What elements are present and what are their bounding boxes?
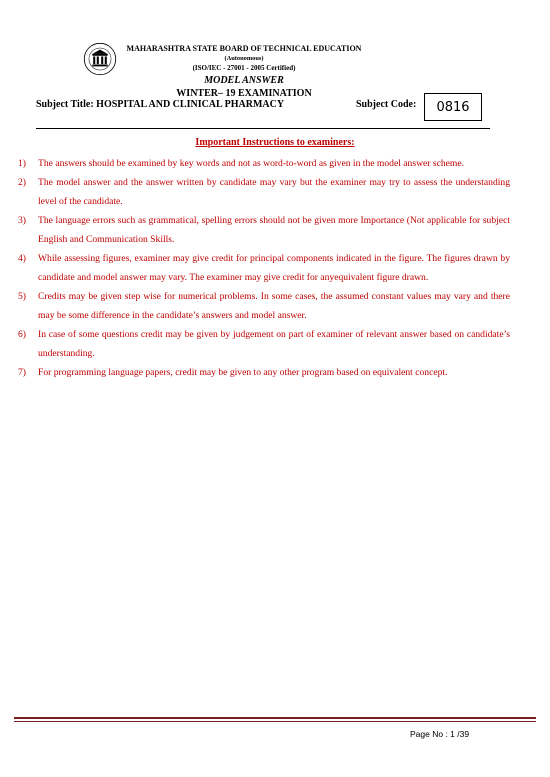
instruction-number: 5) bbox=[18, 291, 26, 302]
header-divider bbox=[36, 128, 490, 129]
instruction-item bbox=[18, 363, 510, 382]
instruction-text: For programming language papers, credit may be given to any other program based on equivalent concept. bbox=[38, 367, 448, 378]
instruction-item bbox=[18, 173, 510, 211]
subject-title: Subject Title: HOSPITAL AND CLINICAL PHARMACY bbox=[36, 99, 285, 110]
instruction-number: 2) bbox=[18, 177, 26, 188]
instruction-text: The language errors such as grammatical, spelling errors should not be given more Importance (Not applicable for subject English and Communication Skills. bbox=[38, 215, 510, 245]
exam-session: WINTER– 19 EXAMINATION bbox=[176, 88, 312, 99]
instructions-heading: Important Instructions to examiners: bbox=[195, 137, 355, 148]
instruction-number: 1) bbox=[18, 158, 26, 169]
instruction-text: The answers should be examined by key words and not as word-to-word as given in the model answer scheme. bbox=[38, 158, 465, 169]
subject-code-label: Subject Code: bbox=[356, 99, 417, 110]
instruction-number: 4) bbox=[18, 253, 26, 264]
instructions-list bbox=[18, 154, 510, 382]
footer-divider-thin bbox=[14, 721, 536, 722]
autonomous-label: (Autonomous) bbox=[224, 55, 264, 62]
instruction-text: The model answer and the answer written by candidate may vary but the examiner may try to assess the understanding level of the candidate. bbox=[38, 177, 510, 207]
instruction-number: 7) bbox=[18, 367, 26, 378]
document-type: MODEL ANSWER bbox=[204, 75, 284, 86]
instruction-text: In case of some questions credit may be given by judgement on part of examiner of relevant answer based on candidate’s understanding. bbox=[38, 329, 510, 359]
instruction-text: While assessing figures, examiner may give credit for principal components indicated in the figure. The figures drawn by candidate and model answer may vary. The examiner may give credit for anyequivalent figure drawn. bbox=[38, 253, 510, 283]
instruction-item bbox=[18, 287, 510, 325]
instruction-item bbox=[18, 325, 510, 363]
instruction-item bbox=[18, 249, 510, 287]
footer-divider-thick bbox=[14, 717, 536, 719]
instruction-number: 6) bbox=[18, 329, 26, 340]
iso-certification: (ISO/IEC - 27001 - 2005 Certified) bbox=[192, 64, 296, 72]
instruction-item bbox=[18, 211, 510, 249]
instruction-item bbox=[18, 154, 510, 173]
board-name: MAHARASHTRA STATE BOARD OF TECHNICAL EDUCATION bbox=[126, 44, 362, 53]
page-number: Page No : 1 /39 bbox=[410, 729, 470, 739]
msbte-logo bbox=[83, 42, 117, 76]
instruction-number: 3) bbox=[18, 215, 26, 226]
instruction-text: Credits may be given step wise for numerical problems. In some cases, the assumed constant values may vary and there may be some difference in the candidate’s answers and model answer. bbox=[38, 291, 510, 321]
subject-code-box bbox=[424, 93, 482, 121]
subject-code-value: 0816 bbox=[436, 99, 470, 115]
